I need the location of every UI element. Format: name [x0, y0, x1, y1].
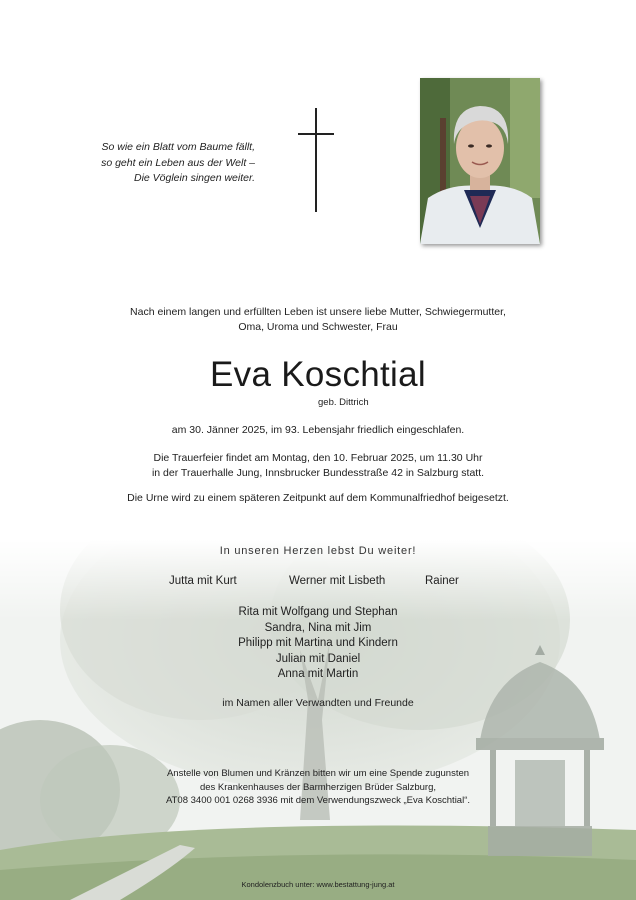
- service-line: Die Trauerfeier findet am Montag, den 10. Februar 2025, um 11.30 Uhr: [153, 452, 483, 464]
- urn-info: Die Urne wird zu einem späteren Zeitpunkt auf dem Kommunalfriedhof beigesetzt.: [127, 492, 509, 504]
- donation-line: des Krankenhauses der Barmherzigen Brüder Salzburg,: [199, 781, 437, 793]
- family-member: Rita mit Wolfgang und Stephan: [238, 606, 398, 618]
- condolence-link[interactable]: Kondolenzbuch unter: www.bestattung-jung.at: [241, 880, 395, 889]
- family-member: Philipp mit Martina und Kindern: [238, 637, 398, 649]
- family-member: Anna mit Martin: [277, 668, 359, 680]
- poem-line: Die Vöglein singen weiter.: [133, 172, 255, 184]
- family-member: Sandra, Nina mit Jim: [264, 621, 372, 634]
- intro-line: Nach einem langen und erfüllten Leben ist unsere liebe Mutter, Schwiegermutter,: [130, 306, 506, 318]
- relatives-text: im Namen aller Verwandten und Freunde: [222, 697, 414, 709]
- family-member: Rainer: [425, 575, 459, 587]
- intro-line: Oma, Uroma und Schwester, Frau: [238, 321, 398, 333]
- intro-text: [40, 305, 596, 335]
- cross-icon: [296, 108, 336, 212]
- memorial-phrase: In unseren Herzen lebst Du weiter!: [219, 545, 417, 557]
- service-info: [40, 451, 596, 481]
- donation-line: Anstelle von Blumen und Kränzen bitten wir um eine Spende zugunsten: [166, 768, 470, 779]
- poem-line: So wie ein Blatt vom Baume fällt,: [101, 141, 255, 153]
- poem-line: so geht ein Leben aus der Welt –: [101, 156, 255, 169]
- birth-name: geb. Dittrich: [318, 397, 369, 408]
- poem: [60, 140, 255, 187]
- donation-line: AT08 3400 001 0268 3936 mit dem Verwendungszweck „Eva Koschtial“.: [166, 795, 470, 806]
- family-member: Jutta mit Kurt: [169, 575, 237, 587]
- family-member: Werner mit Lisbeth: [289, 575, 386, 587]
- deceased-name: Eva Koschtial: [210, 355, 426, 394]
- passing-text: am 30. Jänner 2025, im 93. Lebensjahr friedlich eingeschlafen.: [171, 424, 465, 436]
- family-list: [40, 605, 596, 683]
- service-line: in der Trauerhalle Jung, Innsbrucker Bundesstraße 42 in Salzburg statt.: [151, 467, 485, 479]
- portrait-photo: [420, 78, 540, 244]
- family-member: Julian mit Daniel: [275, 652, 361, 665]
- donation-note: [40, 767, 596, 808]
